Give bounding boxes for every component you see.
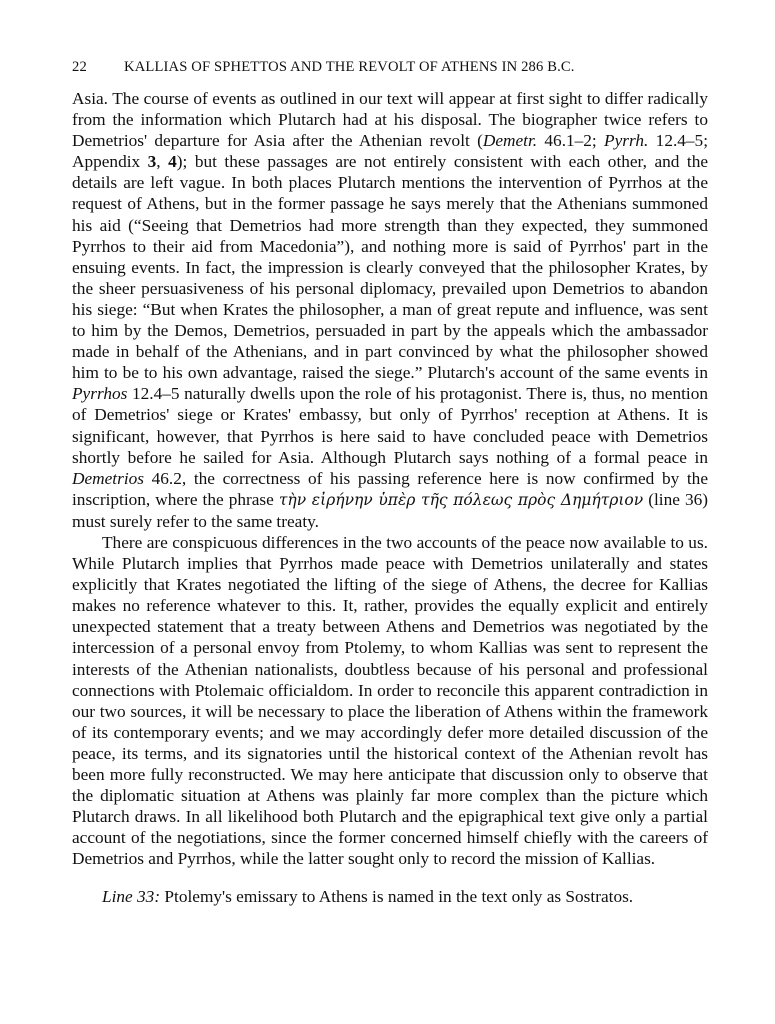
appendix-ref-3: 3 (147, 152, 157, 172)
running-title: KALLIAS OF SPHETTOS AND THE REVOLT OF ATHENS IN 286 B.C. (124, 59, 575, 75)
citation-pyrrhos: Pyrrhos (72, 384, 128, 404)
line-note-text: Ptolemy's emissary to Athens is named in the text only as Sostratos. (160, 887, 634, 907)
line-note-label: Line 33: (102, 887, 161, 907)
paragraph-continuation (72, 88, 708, 532)
text-run: 12.4–5; Appendix (72, 131, 709, 172)
citation-pyrrh: Pyrrh. (604, 131, 649, 151)
text-run: Asia. The course of events as outlined in our text will appear at first sight to differ radically from the information which Plutarch had at his disposal. The biographer twice refers to Demetrios' departure for Asia after the Athenian revolt ( (72, 89, 708, 151)
running-header (72, 57, 712, 77)
text-run: 12.4–5 naturally dwells upon the role of his protagonist. There is, thus, no mention of Demetrios' siege or Krates' embassy, but only of Pyrrhos' reception at Athens. It is significant, however, that Pyrrhos is here said to have concluded peace with Demetrios shortly before he sailed for Asia. Although Plutarch says nothing of a formal peace in (72, 384, 708, 467)
text-run: (line 36) must surely refer to the same treaty. (72, 489, 708, 531)
appendix-ref-4: 4 (168, 152, 177, 172)
citation-demetr: Demetr. (482, 131, 538, 151)
text-run: ); but these passages are not entirely consistent with each other, and the details are left vague. In both places Plutarch mentions the intervention of Pyrrhos at the request of Athens, but in the former passage he says merely that the Athenians summoned his aid (“Seeing that Demetrios had more strength than they expected, they summoned Pyrrhos to their aid from Macedonia”), and nothing more is said of Pyrrhos' part in the ensuing events. In fact, the impression is clearly conveyed that the philosopher Krates, by the sheer persuasiveness of his personal diplomacy, prevailed upon Demetrios to abandon his siege: “But when Krates the philosopher, a man of great repute and influence, was sent to him by the Demos, Demetrios, persuaded in part by the appeals which the ambassador made in behalf of the Athenians, and in part convinced by what the philosopher showed him to be to his own advantage, raised the siege.” Plutarch's account of the same events in (72, 152, 709, 383)
line-note (72, 886, 708, 907)
citation-demetrios: Demetrios (72, 468, 144, 488)
main-text (72, 88, 708, 908)
text-run: , (156, 152, 169, 172)
greek-phrase: τὴν εἰρήνην ὑπὲρ τῆς πόλεως πρὸς Δημήτριον (278, 490, 644, 509)
text-run: 46.1–2; (537, 131, 605, 151)
paragraph-peace-accounts: There are conspicuous differences in the two accounts of the peace now available to us. While Plutarch implies that Pyrrhos made peace with Demetrios unilaterally and states explicitly that Krates negotiated the lifting of the siege of Athens, the decree for Kallias makes no reference whatever to this. It, rather, provides the equally explicit and entirely unexpected statement that a treaty between Athens and Demetrios was negotiated by the intercession of a personal envoy from Ptolemy, to whom Kallias was sent to represent the interests of the Athenian nationalists, doubtless because of his personal and professional connections with Ptolemaic officialdom. In order to reconcile this apparent contradiction in our two sources, it will be necessary to place the liberation of Athens within the framework of its contemporary events; and we may accordingly defer more detailed discussion of the peace, its terms, and its signatories until the historical context of the Athenian revolt has been more fully reconstructed. We may here anticipate that discussion only to observe that the diplomatic situation at Athens was plainly far more complex than the picture which Plutarch draws. In all likelihood both Plutarch and the epigraphical text give only a partial account of the negotiations, since the former concerned himself chiefly with the careers of Demetrios and Pyrrhos, while the latter sought only to record the mission of Kallias. (72, 532, 708, 869)
text-run: 46.2, the correctness of his passing reference here is now confirmed by the inscription, where the phrase (72, 468, 708, 509)
page-number: 22 (72, 59, 87, 75)
